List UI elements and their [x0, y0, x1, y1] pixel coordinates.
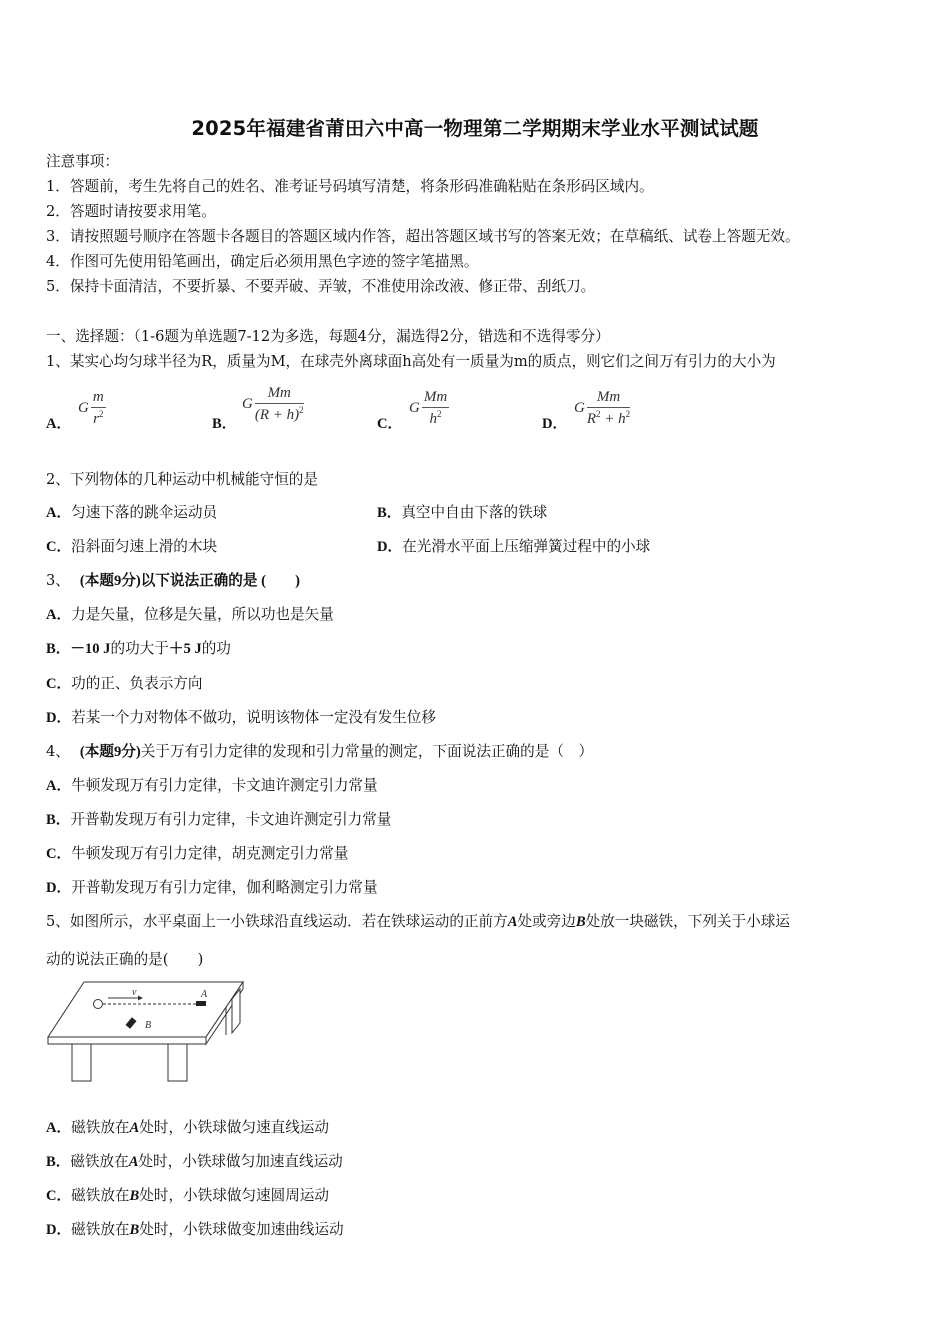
notice-heading: 注意事项： — [46, 153, 119, 170]
q1-option-b-label: B． — [212, 416, 237, 432]
q4-b-label: B． — [46, 812, 71, 828]
q2-option-d — [377, 538, 650, 556]
q2-d-label: D． — [377, 539, 403, 555]
q2-a-label: A． — [46, 505, 72, 521]
q4-a-label: A． — [46, 778, 72, 794]
q4-option-a — [46, 777, 378, 795]
q5-table-figure — [46, 980, 251, 1085]
q5-stem-pos-a: A — [507, 914, 518, 930]
q3-c-text: 功的正、负表示方向 — [71, 675, 203, 692]
magnet-a — [196, 1001, 206, 1006]
q3-b-post: ＋5 J — [168, 641, 202, 657]
q1-d-exp1: 2 — [596, 409, 601, 419]
q4-b-text: 开普勒发现万有引力定律，卡文迪许测定引力常量 — [70, 811, 392, 828]
q4-option-c — [46, 845, 348, 863]
q1-d-mid: + h — [600, 411, 626, 427]
q3-stem — [46, 572, 300, 590]
q1-b-exp: 2 — [299, 405, 304, 415]
q1-option-a-label: A． — [46, 416, 72, 432]
q3-option-d — [46, 709, 436, 727]
q5-a-post: 处时，小铁球做匀速直线运动 — [139, 1119, 329, 1136]
notice-item-5: 5．保持卡面清洁，不要折暴、不要弄破、弄皱，不准使用涂改液、修正带、刮纸刀。 — [46, 278, 596, 295]
q5-stem-c: 处放一块磁铁，下列关于小球运 — [585, 913, 790, 930]
q4-stem — [46, 743, 593, 761]
notice-item-2: 2．答题时请按要求用笔。 — [46, 203, 216, 220]
notice-item-4: 4．作图可先使用铅笔画出，确定后必须用黑色字迹的签字笔描黑。 — [46, 253, 479, 270]
q2-option-a — [46, 504, 217, 522]
q1-a-exp: 2 — [98, 409, 104, 419]
q5-stem-line-2: 动的说法正确的是( ) — [46, 951, 204, 968]
q5-d-pre: 磁铁放在 — [71, 1221, 130, 1238]
q2-a-text: 匀速下落的跳伞运动员 — [71, 504, 218, 521]
q4-score: (本题9分) — [79, 744, 141, 760]
q1-option-c-formula — [409, 389, 449, 428]
q3-option-b — [46, 640, 231, 658]
q3-b-mid: 的功大于 — [110, 640, 169, 657]
q1-c-den: h — [429, 411, 437, 427]
q1-d-g: G — [574, 400, 585, 416]
q5-stem-pos-b: B — [575, 914, 586, 930]
q5-b-label: B． — [46, 1154, 71, 1170]
q5-stem-line-1 — [46, 913, 790, 931]
q5-c-pre: 磁铁放在 — [71, 1187, 130, 1204]
q1-b-g: G — [242, 396, 253, 412]
q5-c-pos: B — [129, 1188, 140, 1204]
notice-item-1: 1．答题前，考生先将自己的姓名、准考证号码填写清楚，将条形码准确粘贴在条形码区域内。 — [46, 178, 654, 195]
q4-stem-text: 关于万有引力定律的发现和引力常量的测定，下面说法正确的是（ ） — [140, 743, 594, 760]
velocity-label: v — [132, 987, 137, 998]
table-leg-front-right — [168, 1044, 187, 1081]
q4-d-text: 开普勒发现万有引力定律，伽利略测定引力常量 — [71, 879, 378, 896]
q5-c-label: C． — [46, 1188, 72, 1204]
q5-d-post: 处时，小铁球做变加速曲线运动 — [139, 1221, 344, 1238]
q2-c-label: C． — [46, 539, 72, 555]
q3-num: 3、 — [46, 572, 70, 589]
q2-b-text: 真空中自由下落的铁球 — [401, 504, 548, 521]
section-heading: 一、选择题：（1-6题为单选题7-12为多选，每题4分，漏选得2分，错选和不选得零分） — [46, 328, 610, 345]
q1-b-den: (R + h) — [254, 407, 300, 423]
q5-a-pos: A — [129, 1120, 140, 1136]
q1-b-num: Mm — [255, 385, 304, 404]
q2-stem: 2、下列物体的几种运动中机械能守恒的是 — [46, 471, 318, 488]
q2-option-c — [46, 538, 217, 556]
q1-option-d-formula — [574, 389, 630, 428]
q1-option-d-label: D． — [542, 416, 568, 432]
q1-a-g: G — [78, 400, 89, 416]
q5-option-b — [46, 1153, 343, 1171]
q1-a-num: m — [91, 389, 106, 408]
q1-d-exp2: 2 — [625, 409, 631, 419]
q1-c-num: Mm — [422, 389, 449, 408]
q1-a-den: r — [93, 411, 99, 427]
q4-c-text: 牛顿发现万有引力定律，胡克测定引力常量 — [71, 845, 349, 862]
q5-d-label: D． — [46, 1222, 72, 1238]
q3-option-a — [46, 606, 334, 624]
q3-d-label: D． — [46, 710, 72, 726]
q1-option-a-formula — [78, 389, 106, 428]
q1-c-exp: 2 — [437, 409, 442, 419]
label-b: B — [145, 1020, 152, 1031]
q2-option-b — [377, 504, 547, 522]
q4-c-label: C． — [46, 846, 72, 862]
q5-a-pre: 磁铁放在 — [71, 1119, 130, 1136]
q3-score: (本题9分) — [79, 573, 141, 589]
q1-c-g: G — [409, 400, 420, 416]
q3-b-end: 的功 — [201, 640, 231, 657]
q5-c-post: 处时，小铁球做匀速圆周运动 — [139, 1187, 329, 1204]
q5-option-a — [46, 1119, 329, 1137]
q1-option-c-label: C． — [377, 416, 403, 432]
q1-d-den1: R — [586, 411, 597, 427]
q1-option-b-formula — [242, 385, 304, 424]
label-a: A — [201, 989, 208, 1000]
notice-item-3: 3．请按照题号顺序在答题卡各题目的答题区域内作答，超出答题区域书写的答案无效；在草稿纸、试卷上答题无效。 — [46, 228, 800, 245]
q3-b-label: B． — [46, 641, 71, 657]
q5-b-pre: 磁铁放在 — [70, 1153, 129, 1170]
q5-a-label: A． — [46, 1120, 72, 1136]
q3-b-pre: －10 J — [70, 641, 111, 657]
q2-c-text: 沿斜面匀速上滑的木块 — [71, 538, 218, 555]
q1-d-num: Mm — [587, 389, 630, 408]
table-leg-front-left — [72, 1044, 91, 1081]
page-title: 2025年福建省莆田六中高一物理第二学期期末学业水平测试试题 — [191, 117, 759, 140]
q3-stem-text: 以下说法正确的是 ( ) — [140, 573, 301, 589]
q5-b-post: 处时，小铁球做匀加速直线运动 — [138, 1153, 343, 1170]
q2-b-label: B． — [377, 505, 402, 521]
table-top-edge-front — [48, 1037, 206, 1044]
q4-option-d — [46, 879, 378, 897]
q5-option-d — [46, 1221, 344, 1239]
q3-a-text: 力是矢量，位移是矢量，所以功也是矢量 — [71, 606, 334, 623]
q3-d-text: 若某一个力对物体不做功，说明该物体一定没有发生位移 — [71, 709, 436, 726]
q5-b-pos: A — [128, 1154, 139, 1170]
q5-d-pos: B — [129, 1222, 140, 1238]
q4-d-label: D． — [46, 880, 72, 896]
q3-option-c — [46, 675, 203, 693]
q1-stem: 1、某实心均匀球半径为R，质量为M，在球壳外离球面h高处有一质量为m的质点，则它们之间万有引力的大小为 — [46, 353, 776, 370]
iron-ball — [94, 1000, 103, 1009]
q3-c-label: C． — [46, 676, 72, 692]
q4-num: 4、 — [46, 743, 70, 760]
q2-d-text: 在光滑水平面上压缩弹簧过程中的小球 — [402, 538, 651, 555]
q4-option-b — [46, 811, 391, 829]
q5-stem-a: 5、如图所示，水平桌面上一小铁球沿直线运动．若在铁球运动的正前方 — [46, 913, 508, 930]
q5-stem-b: 处或旁边 — [517, 913, 576, 930]
q5-option-c — [46, 1187, 329, 1205]
q4-a-text: 牛顿发现万有引力定律，卡文迪许测定引力常量 — [71, 777, 378, 794]
q3-a-label: A． — [46, 607, 72, 623]
